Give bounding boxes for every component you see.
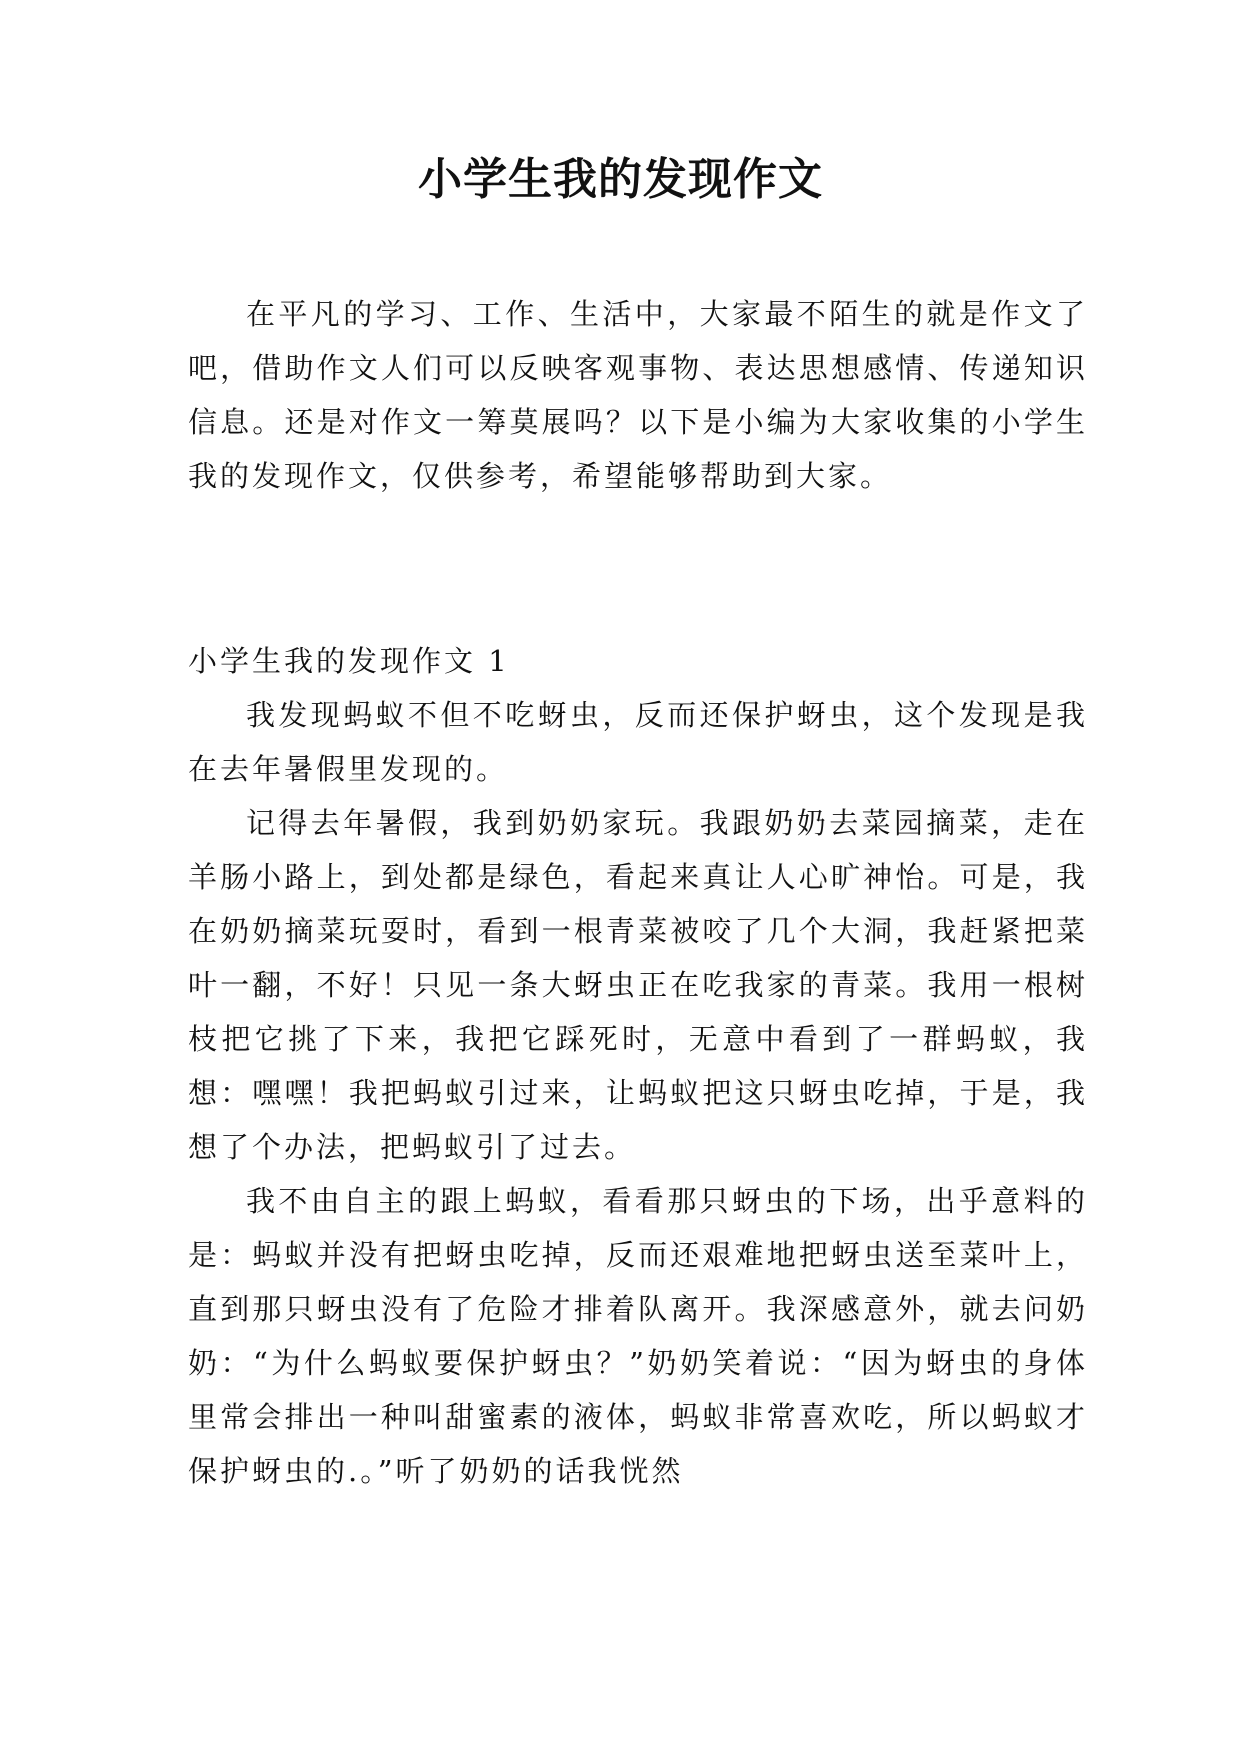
intro-paragraph: 在平凡的学习、工作、生活中，大家最不陌生的就是作文了吧，借助作文人们可以反映客观事物、表达思想感情、传递知识信息。还是对作文一筹莫展吗？以下是小编为大家收集的小学生我的发现作文，仅供参考，希望能够帮助到大家。 bbox=[188, 297, 1088, 493]
document-title: 小学生我的发现作文 bbox=[418, 154, 823, 205]
body-paragraph: 记得去年暑假，我到奶奶家玩。我跟奶奶去菜园摘菜，走在羊肠小路上，到处都是绿色，看起来真让人心旷神怡。可是，我在奶奶摘菜玩耍时，看到一根青菜被咬了几个大洞，我赶紧把菜叶一翻，不好！只见一条大蚜虫正在吃我家的青菜。我用一根树枝把它挑了下来，我把它踩死时，无意中看到了一群蚂蚁，我想：嘿嘿！我把蚂蚁引过来，让蚂蚁把这只蚜虫吃掉，于是，我想了个办法，把蚂蚁引了过去。 bbox=[188, 806, 1088, 1164]
body-paragraph: 我发现蚂蚁不但不吃蚜虫，反而还保护蚜虫，这个发现是我在去年暑假里发现的。 bbox=[188, 698, 1088, 786]
section-heading: 小学生我的发现作文 1 bbox=[188, 644, 510, 678]
intro-section bbox=[188, 287, 1088, 503]
article-section bbox=[188, 634, 1088, 1498]
body-paragraph: 我不由自主的跟上蚂蚁，看看那只蚜虫的下场，出乎意料的是：蚂蚁并没有把蚜虫吃掉，反而还艰难地把蚜虫送至菜叶上，直到那只蚜虫没有了危险才排着队离开。我深感意外，就去问奶奶：“为什么蚂蚁要保护蚜虫？”奶奶笑着说：“因为蚜虫的身体里常会排出一种叫甜蜜素的液体，蚂蚁非常喜欢吃，所以蚂蚁才保护蚜虫的.。”听了奶奶的话我恍然 bbox=[188, 1184, 1088, 1488]
